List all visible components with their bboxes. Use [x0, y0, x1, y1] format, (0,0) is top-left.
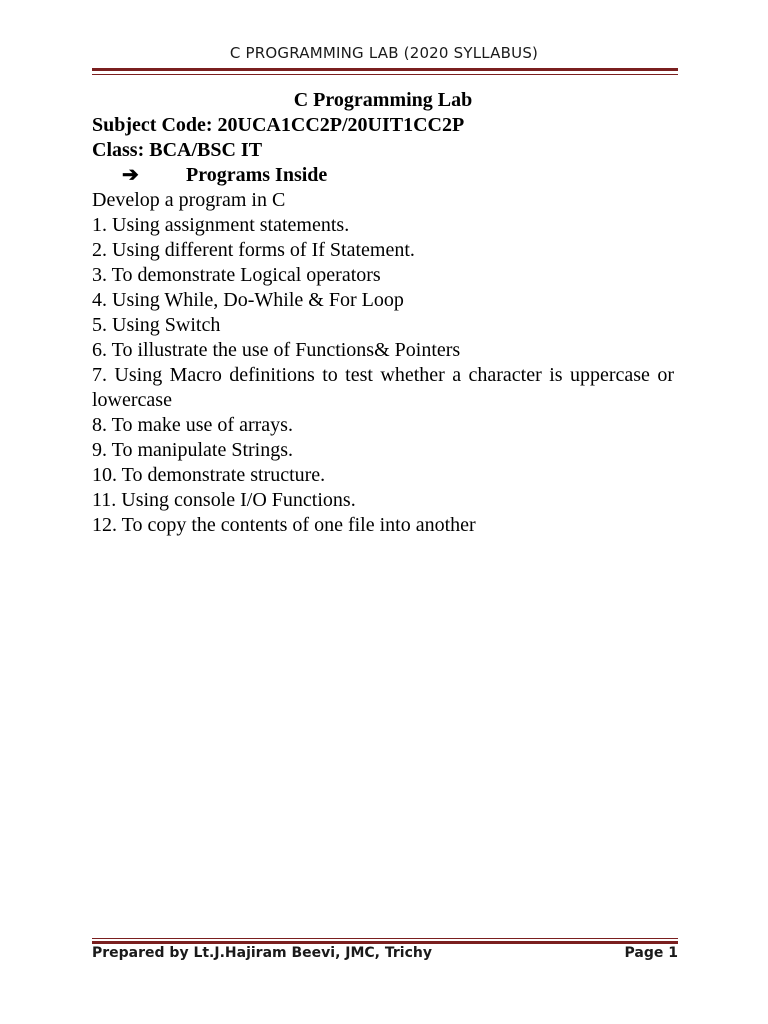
- document-body: [92, 88, 674, 538]
- running-header: C PROGRAMMING LAB (2020 SYLLABUS): [229, 44, 539, 62]
- list-item: 7. Using Macro definitions to test whether a character is uppercase or lowercase: [92, 364, 674, 411]
- list-item: 5. Using Switch: [92, 314, 221, 336]
- list-item: 2. Using different forms of If Statement.: [92, 239, 415, 261]
- header-rule-thin: [92, 74, 678, 75]
- list-item: 4. Using While, Do-While & For Loop: [92, 289, 404, 311]
- header-rule-thick: [92, 68, 678, 71]
- list-item: 6. To illustrate the use of Functions& Pointers: [92, 339, 461, 361]
- intro-line: Develop a program in C: [92, 189, 286, 211]
- arrow-right-icon: ➔: [122, 164, 139, 186]
- programs-heading: Programs Inside: [186, 164, 328, 186]
- list-item: 3. To demonstrate Logical operators: [92, 264, 381, 286]
- subject-code: Subject Code: 20UCA1CC2P/20UIT1CC2P: [92, 114, 465, 136]
- list-item: 1. Using assignment statements.: [92, 214, 350, 236]
- page-number: Page 1: [624, 945, 678, 961]
- prepared-by: Prepared by Lt.J.Hajiram Beevi, JMC, Trichy: [92, 945, 432, 961]
- list-item: 10. To demonstrate structure.: [92, 464, 326, 486]
- footer-rule-thin: [92, 938, 678, 939]
- footer-rule-thick: [92, 941, 678, 944]
- list-item: 11. Using console I/O Functions.: [92, 489, 356, 511]
- programs-heading-line: [92, 163, 674, 188]
- class-line: Class: BCA/BSC IT: [92, 139, 263, 161]
- list-item: 8. To make use of arrays.: [92, 414, 293, 436]
- list-item: 12. To copy the contents of one file into another: [92, 514, 476, 536]
- list-item: 9. To manipulate Strings.: [92, 439, 293, 461]
- document-title: C Programming Lab: [293, 89, 473, 111]
- footer: [92, 945, 678, 961]
